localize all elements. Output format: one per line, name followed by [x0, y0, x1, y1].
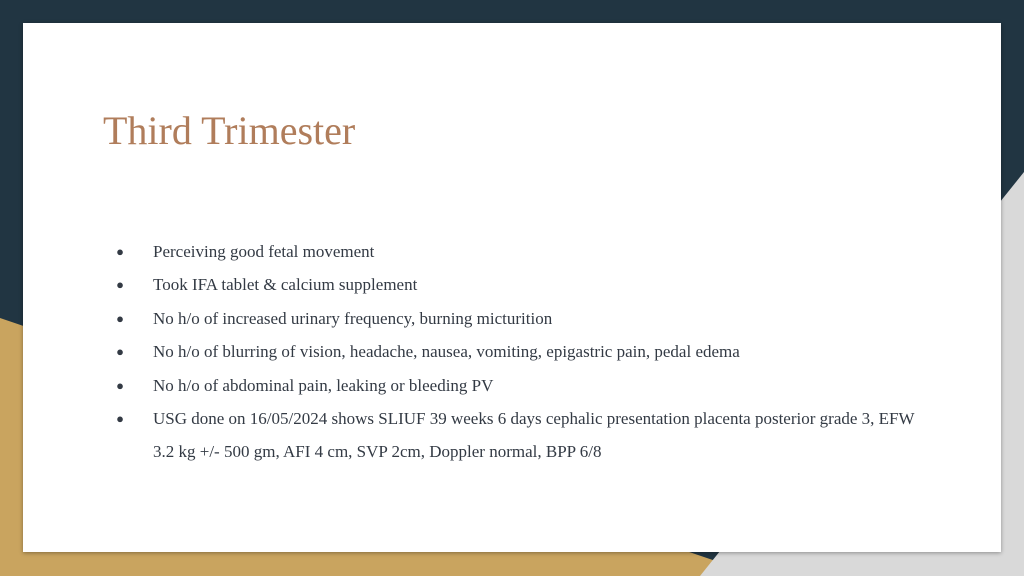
list-item: [113, 335, 933, 368]
slide-card: [23, 23, 1001, 552]
bullet-text: Took IFA tablet & calcium supplement: [153, 275, 418, 295]
bullet-text: Perceiving good fetal movement: [153, 242, 375, 261]
bullet-dot: ●: [116, 344, 124, 360]
list-item: [113, 235, 933, 268]
bullet-list: [113, 235, 933, 469]
bullet-dot: ●: [116, 377, 124, 393]
list-item: [113, 402, 933, 469]
bullet-text: No h/o of abdominal pain, leaking or bleeding PV: [153, 375, 494, 395]
bullet-dot: ●: [116, 277, 124, 293]
bullet-text: No h/o of increased urinary frequency, burning micturition: [153, 308, 553, 328]
list-item: [113, 268, 933, 301]
slide-title: Third Trimester: [103, 108, 356, 153]
bullet-dot: ●: [116, 411, 124, 427]
list-item: [113, 369, 933, 402]
bullet-text: No h/o of blurring of vision, headache, nausea, vomiting, epigastric pain, pedal edema: [153, 342, 740, 362]
bullet-text: USG done on 16/05/2024 shows SLIUF 39 weeks 6 days cephalic presentation placenta posterior grade 3, EFW 3.2 kg +/- 500 gm, AFI 4 cm, SVP 2cm, Doppler normal, BPP 6/8: [153, 409, 915, 462]
list-item: [113, 302, 933, 335]
bullet-dot: ●: [116, 244, 124, 259]
bullet-dot: ●: [116, 310, 124, 326]
